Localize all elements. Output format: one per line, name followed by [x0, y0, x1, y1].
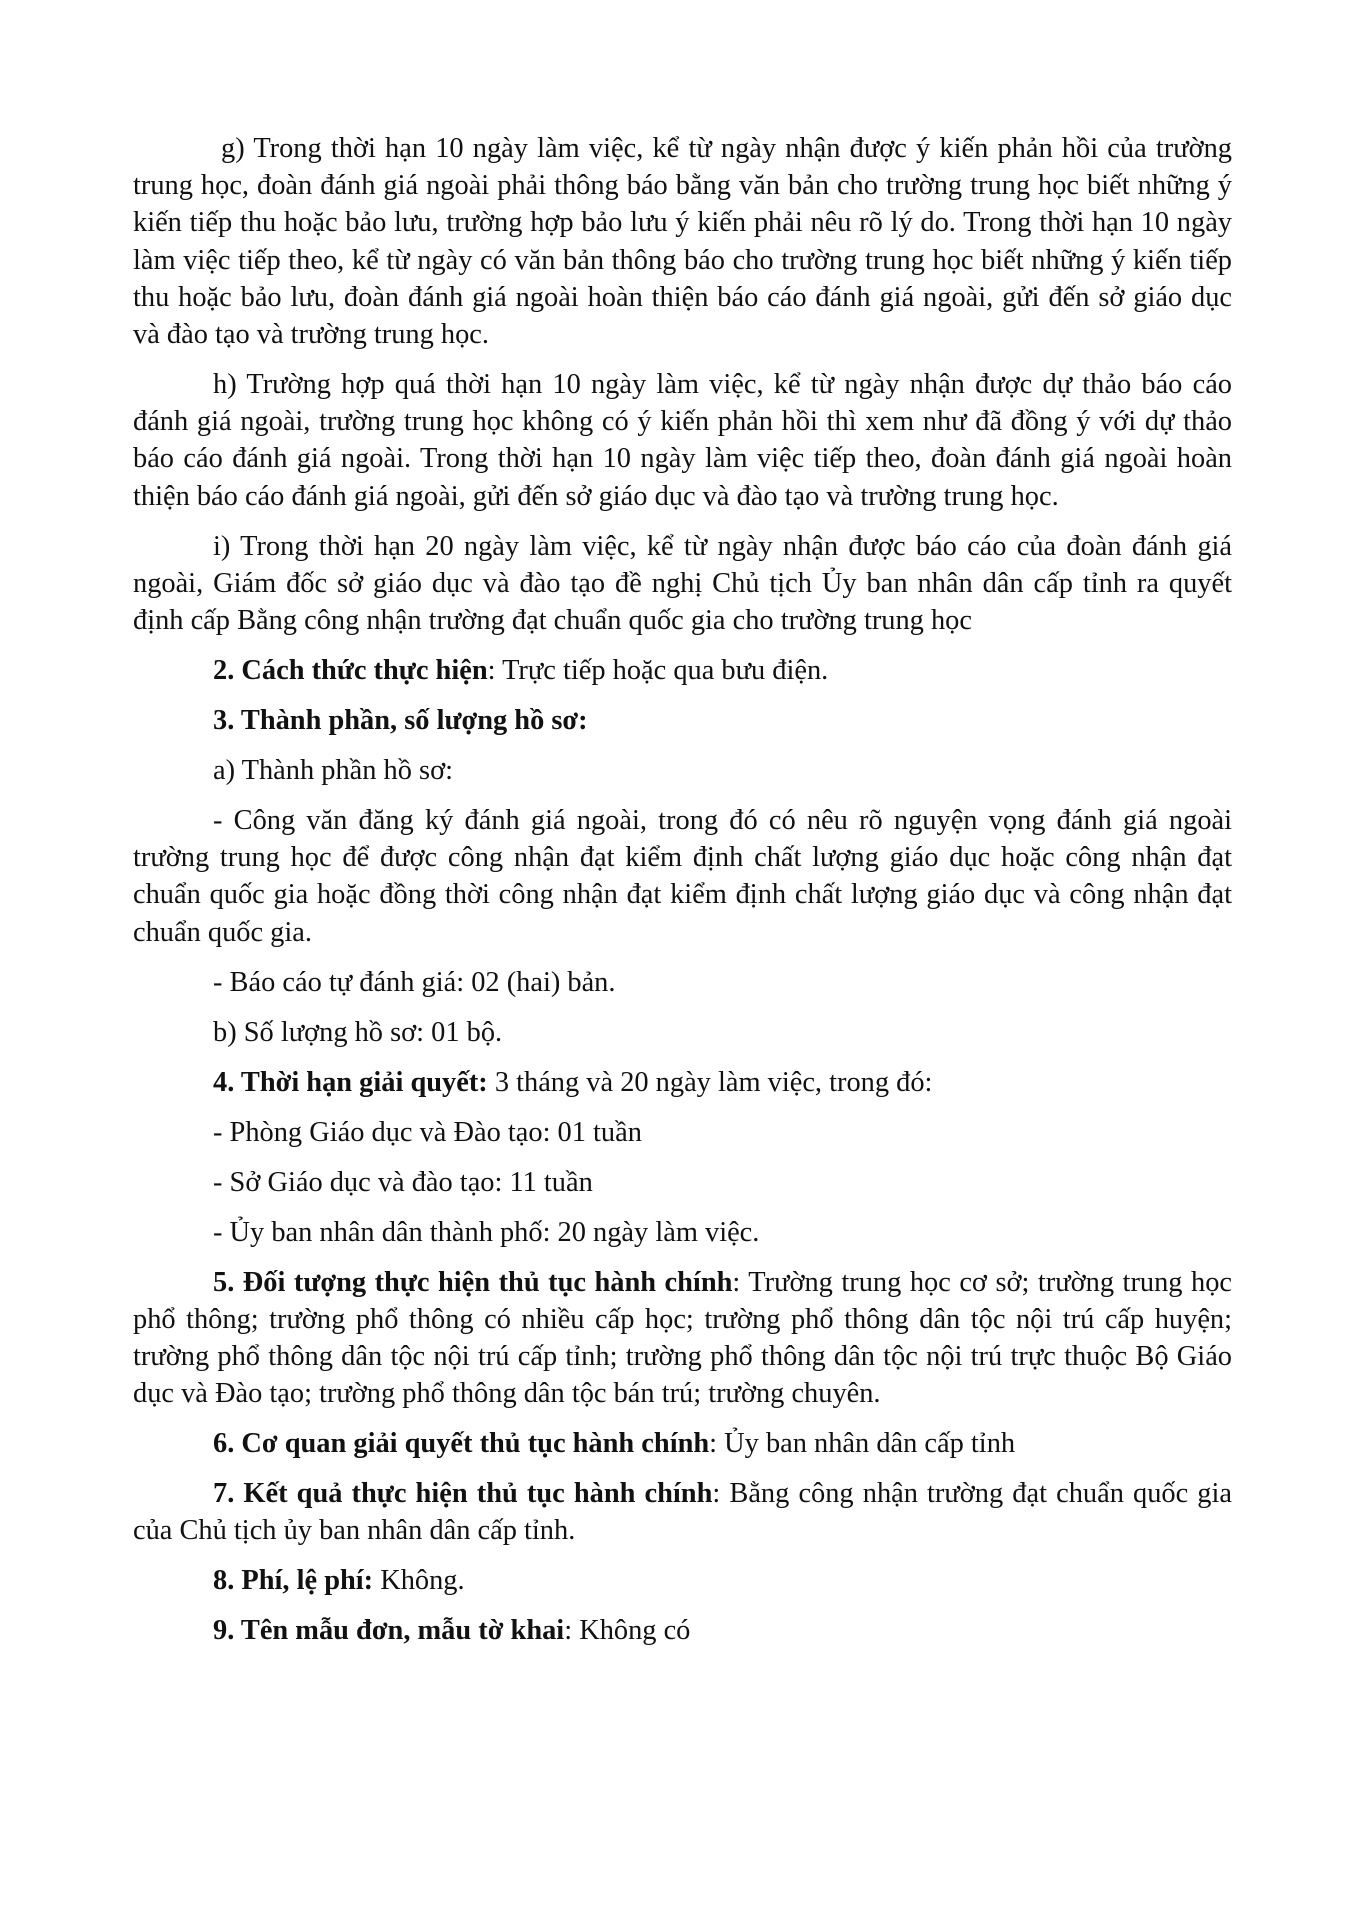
section-5-text: : Trường trung học cơ sở; trường trung học phổ thông; trường phổ thông có nhiều cấp học; trường phổ thông dân tộc nội trú cấp huyện; trường phổ thông dân tộc nội trú cấp tỉnh; trường phổ thông dân tộc nội trú trực thuộc Bộ Giáo dục và Đào tạo; trường phổ thông dân tộc bán trú; trường chuyên.: [133, 1266, 1232, 1410]
section-2-text: : Trực tiếp hoặc qua bưu điện.: [487, 655, 829, 687]
section-2: [133, 652, 1232, 689]
section-4: [133, 1064, 1232, 1101]
section-8-label: 8. Phí, lệ phí:: [213, 1565, 374, 1597]
section-3: [133, 702, 1232, 739]
section-6: [133, 1425, 1232, 1462]
section-6-label: 6. Cơ quan giải quyết thủ tục hành chính: [213, 1428, 710, 1460]
section-8-text: Không.: [373, 1565, 465, 1597]
section-5-label: 5. Đối tượng thực hiện thủ tục hành chính: [213, 1266, 733, 1298]
section-7-text: : Bằng công nhận trường đạt chuẩn quốc gia của Chủ tịch ủy ban nhân dân cấp tỉnh.: [133, 1478, 1232, 1547]
section-9: [133, 1612, 1232, 1649]
section-3b: b) Số lượng hồ sơ: 01 bộ.: [213, 1016, 503, 1048]
paragraph-h: h) Trường hợp quá thời hạn 10 ngày làm việc, kể từ ngày nhận được dự thảo báo cáo đánh giá ngoài, trường trung học không có ý kiến phản hồi thì xem như đã đồng ý với dự thảo báo cáo đánh giá ngoài. Trong thời hạn 10 ngày làm việc tiếp theo, đoàn đánh giá ngoài hoàn thiện báo cáo đánh giá ngoài, gửi đến sở giáo dục và đào tạo và trường trung học.: [133, 369, 1232, 512]
section-8: [133, 1562, 1232, 1599]
section-7-label: 7. Kết quả thực hiện thủ tục hành chính: [213, 1478, 713, 1510]
section-4-item-2: - Sở Giáo dục và đào tạo: 11 tuần: [213, 1166, 593, 1198]
section-4-item-1: - Phòng Giáo dục và Đào tạo: 01 tuần: [213, 1116, 642, 1148]
section-3a-item-1: - Công văn đăng ký đánh giá ngoài, trong đó có nêu rõ nguyện vọng đánh giá ngoài trường trung học để được công nhận đạt kiểm định chất lượng giáo dục hoặc công nhận đạt chuẩn quốc gia hoặc đồng thời công nhận đạt kiểm định chất lượng giáo dục và công nhận đạt chuẩn quốc gia.: [133, 805, 1232, 948]
section-2-label: 2. Cách thức thực hiện: [213, 655, 488, 687]
paragraph-i: i) Trong thời hạn 20 ngày làm việc, kể từ ngày nhận được báo cáo của đoàn đánh giá ngoài, Giám đốc sở giáo dục và đào tạo đề nghị Chủ tịch Ủy ban nhân dân cấp tỉnh ra quyết định cấp Bằng công nhận trường đạt chuẩn quốc gia cho trường trung học: [133, 530, 1232, 637]
section-3-label: 3. Thành phần, số lượng hồ sơ:: [213, 705, 588, 737]
section-4-label: 4. Thời hạn giải quyết:: [213, 1066, 488, 1098]
section-6-text: : Ủy ban nhân dân cấp tỉnh: [709, 1428, 1016, 1460]
section-4-item-3: - Ủy ban nhân dân thành phố: 20 ngày làm việc.: [213, 1216, 760, 1248]
section-7: [133, 1475, 1232, 1549]
section-3a: a) Thành phần hồ sơ:: [213, 755, 453, 787]
section-9-label: 9. Tên mẫu đơn, mẫu tờ khai: [213, 1615, 565, 1647]
section-4-text: 3 tháng và 20 ngày làm việc, trong đó:: [487, 1066, 933, 1098]
paragraph-g: g) Trong thời hạn 10 ngày làm việc, kể từ ngày nhận được ý kiến phản hồi của trường trung học, đoàn đánh giá ngoài phải thông báo bằng văn bản cho trường trung học biết những ý kiến tiếp thu hoặc bảo lưu, trường hợp bảo lưu ý kiến phải nêu rõ lý do. Trong thời hạn 10 ngày làm việc tiếp theo, kể từ ngày có văn bản thông báo cho trường trung học biết những ý kiến tiếp thu hoặc bảo lưu, đoàn đánh giá ngoài hoàn thiện báo cáo đánh giá ngoài, gửi đến sở giáo dục và đào tạo và trường trung học.: [133, 133, 1232, 351]
section-9-text: : Không có: [564, 1615, 691, 1647]
section-5: [133, 1264, 1232, 1413]
section-3a-item-2: - Báo cáo tự đánh giá: 02 (hai) bản.: [213, 966, 616, 998]
